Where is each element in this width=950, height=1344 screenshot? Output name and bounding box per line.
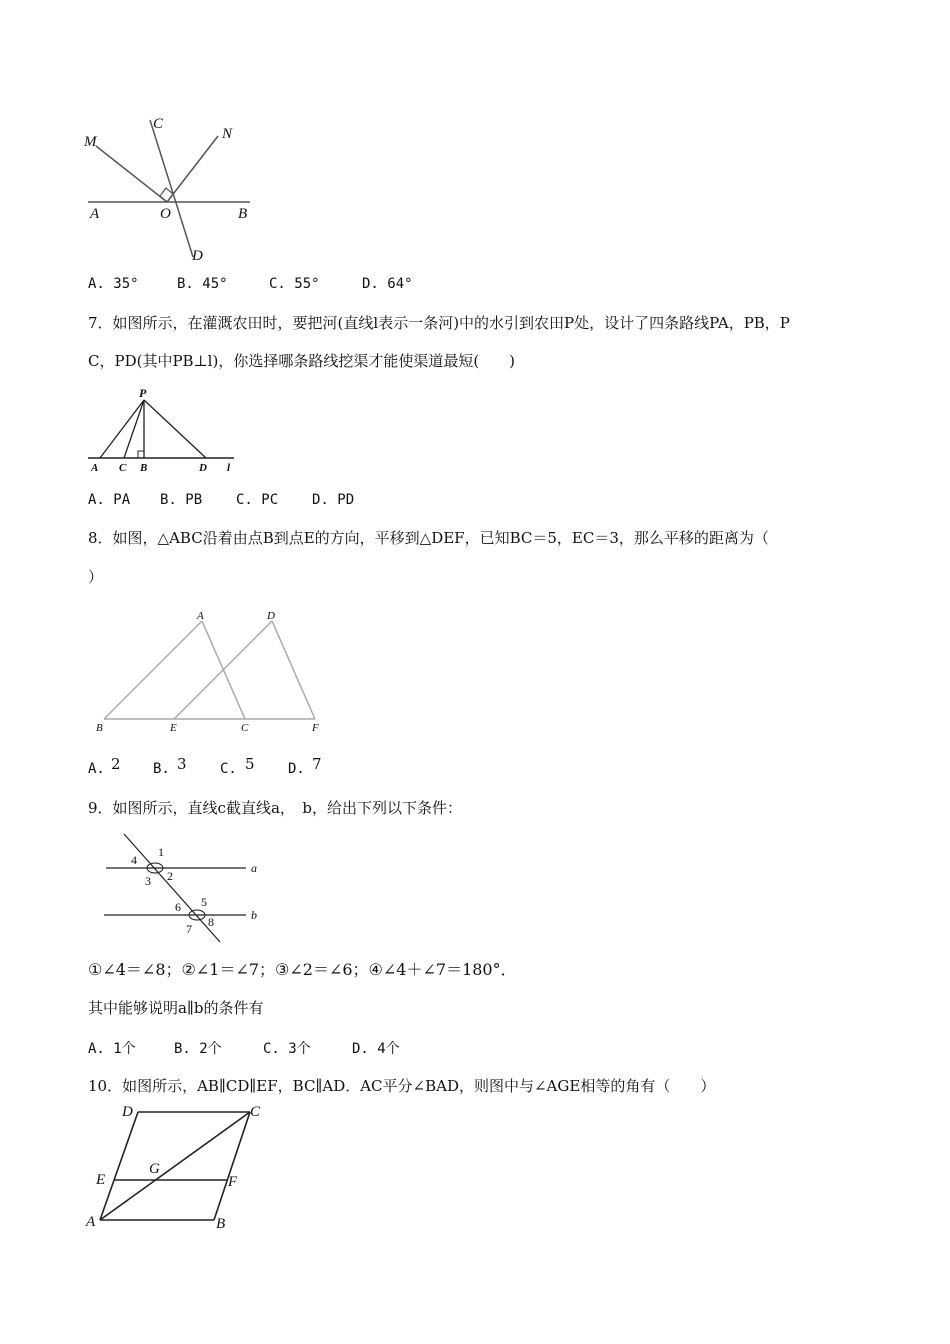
label-D: D	[199, 462, 207, 474]
q8-option-a-value: 2	[111, 755, 121, 773]
right-angle-mark	[160, 188, 173, 202]
q8-figure	[90, 605, 330, 735]
side-AD	[100, 1112, 138, 1220]
q7-option-a: A. PA	[88, 492, 131, 508]
angle-label-2: 2	[167, 869, 173, 883]
label-A: A	[91, 462, 99, 474]
right-angle-mark	[138, 451, 144, 458]
q10-figure	[82, 1100, 272, 1235]
q6-option-d: D. 64°	[362, 276, 413, 292]
q6-option-a: A. 35°	[88, 276, 139, 292]
q8-text-line2: ）	[88, 568, 104, 586]
label-N: N	[222, 126, 233, 142]
q9-text-line1: 9．如图所示，直线c截直线a， b，给出下列以下条件：	[88, 799, 462, 817]
q6-option-b: B. 45°	[177, 276, 228, 292]
label-D: D	[192, 248, 203, 264]
side-DE	[174, 621, 272, 719]
q7-figure	[84, 384, 239, 476]
angle-label-1: 1	[158, 845, 164, 859]
label-O: O	[160, 206, 171, 222]
q9-text-line2: 其中能够说明a∥b的条件有	[88, 999, 264, 1017]
angle-label-6: 6	[175, 900, 181, 914]
ray-OM	[96, 146, 167, 202]
angle-label-7: 7	[186, 922, 192, 936]
q9-option-d: D. 4个	[352, 1041, 400, 1057]
label-D: D	[267, 610, 275, 622]
q7-option-d: D. PD	[312, 492, 355, 508]
label-C: C	[241, 722, 249, 734]
q8-option-b-value: 3	[177, 755, 187, 773]
q8-option-c-letter: C.	[220, 761, 237, 777]
q9-option-c: C. 3个	[263, 1041, 311, 1057]
q9-option-a: A. 1个	[88, 1041, 136, 1057]
path-PA	[100, 400, 144, 458]
label-E: E	[96, 1172, 106, 1188]
label-G: G	[149, 1161, 160, 1177]
line-c	[124, 834, 220, 942]
label-B: B	[238, 206, 248, 222]
q7-text-line1: 7．如图所示，在灌溉农田时，要把河(直线l表示一条河)中的水引到农田P处，设计了四条路线PA，PB，P	[88, 314, 790, 332]
q6-figure	[80, 110, 255, 265]
q7-option-b: B. PB	[160, 492, 203, 508]
side-DF	[272, 621, 315, 719]
q8-option-a-letter: A.	[88, 761, 105, 777]
angle-label-3: 3	[145, 874, 151, 888]
q8-option-c-value: 5	[245, 755, 255, 773]
line-CD	[150, 120, 193, 257]
q8-option-d-value: 7	[312, 755, 322, 773]
label-M: M	[84, 134, 97, 150]
label-D: D	[122, 1104, 133, 1120]
side-AB	[104, 621, 202, 719]
label-C: C	[153, 116, 164, 132]
label-l: l	[227, 462, 231, 474]
label-C: C	[119, 462, 127, 474]
path-PC	[124, 400, 144, 458]
label-C: C	[250, 1104, 261, 1120]
label-E: E	[170, 722, 177, 734]
label-A: A	[86, 1214, 96, 1230]
angle-label-4: 4	[131, 853, 137, 867]
q7-text-line2: C，PD(其中PB⊥l)，你选择哪条路线挖渠才能使渠道最短( )	[88, 352, 516, 370]
q8-text-line1: 8．如图，△ABC沿着由点B到点E的方向，平移到△DEF，已知BC＝5，EC＝3，那么平移的距离为（	[88, 529, 769, 547]
q8-option-d-letter: D.	[288, 761, 305, 777]
angle-label-8: 8	[208, 915, 214, 929]
label-F: F	[312, 722, 319, 734]
label-F: F	[228, 1174, 238, 1190]
diagonal-AC	[100, 1112, 250, 1220]
label-A: A	[90, 206, 100, 222]
label-B: B	[96, 722, 103, 734]
q7-option-c: C. PC	[236, 492, 279, 508]
ray-ON	[167, 136, 218, 202]
label-A: A	[197, 610, 204, 622]
label-B: B	[140, 462, 148, 474]
q8-option-b-letter: B.	[153, 761, 170, 777]
q9-figure	[100, 830, 270, 945]
side-BC	[214, 1112, 250, 1220]
path-PD	[144, 400, 206, 458]
label-a: a	[251, 861, 257, 875]
q10-text-line1: 10．如图所示，AB∥CD∥EF，BC∥AD．AC平分∠BAD，则图中与∠AGE相等的角有（ ）	[88, 1077, 716, 1095]
label-b: b	[251, 908, 257, 922]
label-P: P	[139, 386, 147, 400]
label-B: B	[216, 1216, 226, 1232]
q6-option-c: C. 55°	[269, 276, 320, 292]
q9-option-b: B. 2个	[174, 1041, 222, 1057]
angle-label-5: 5	[201, 895, 207, 909]
q9-conditions: ①∠4＝∠8；②∠1＝∠7；③∠2＝∠6；④∠4＋∠7＝180°．	[88, 960, 517, 979]
